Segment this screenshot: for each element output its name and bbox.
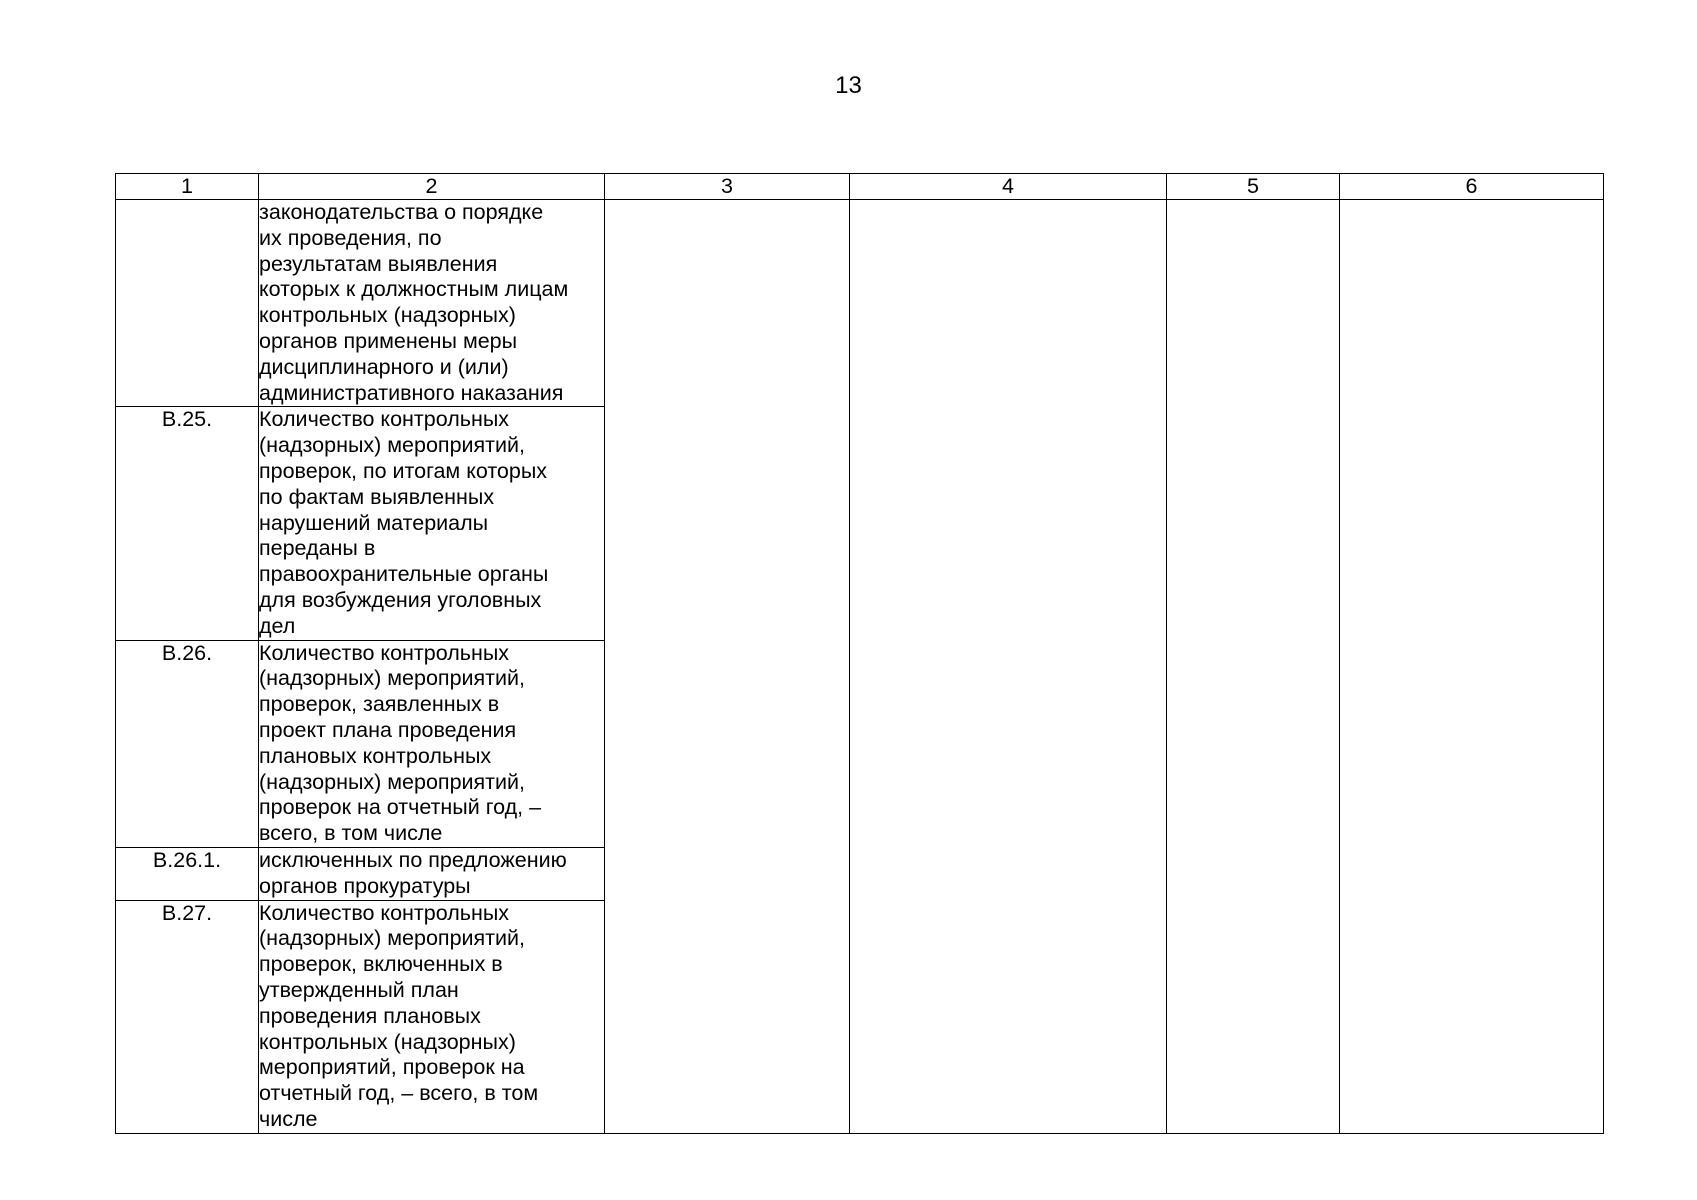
row-code: В.26.1. [116,847,259,900]
description-line: контрольных (надзорных) [259,303,516,328]
description-line: их проведения, по [259,225,442,250]
description-line: переданы в [259,536,376,561]
row-description [259,640,605,847]
description-line: проведения плановых [259,1003,481,1028]
description-line: проверок, включенных в [259,952,503,977]
description-line: мероприятий, проверок на [259,1055,525,1080]
statistics-table [115,173,1604,1134]
column-header-4: 4 [850,174,1167,200]
row-code: В.26. [116,640,259,847]
description-line: дел [259,613,296,638]
description-line: Количество контрольных [259,640,510,665]
description-line: проверок на отчетный год, – [259,795,542,820]
description-line: Количество контрольных [259,900,510,925]
empty-cell-col-6 [1340,200,1604,1134]
description-line: (надзорных) мероприятий, [259,433,526,458]
empty-cell-col-4 [850,200,1167,1134]
column-header-5: 5 [1167,174,1340,200]
table-header-row [116,174,1604,200]
row-description [259,407,605,640]
row-description [259,847,605,900]
description-line: правоохранительные органы [259,562,549,587]
description-line: отчетный год, – всего, в том [259,1081,539,1106]
description-line: проверок, заявленных в [259,692,500,717]
description-line: плановых контрольных [259,743,492,768]
description-line: проект плана проведения [259,717,517,742]
row-code: В.27. [116,900,259,1133]
empty-cell-col-5 [1167,200,1340,1134]
row-code: В.25. [116,407,259,640]
column-header-6: 6 [1340,174,1604,200]
column-header-3: 3 [605,174,850,200]
description-line: утвержденный план [259,977,459,1002]
description-line: проверок, по итогам которых [259,458,548,483]
description-line: (надзорных) мероприятий, [259,769,526,794]
description-line: законодательства о порядке [259,200,544,224]
page-number: 13 [835,72,862,99]
description-line: результатам выявления [259,251,498,276]
description-line: всего, в том числе [259,821,443,846]
column-header-2: 2 [259,174,605,200]
table-row [116,200,1604,407]
empty-cell-col-3 [605,200,850,1134]
row-description [259,200,605,407]
description-line: исключенных по предложению [259,847,567,872]
description-line: числе [259,1106,318,1131]
description-line: контрольных (надзорных) [259,1029,516,1054]
description-line: Количество контрольных [259,407,510,432]
row-description [259,900,605,1133]
description-line: административного наказания [259,380,564,405]
column-header-1: 1 [116,174,259,200]
description-line: органов прокуратуры [259,873,471,898]
description-line: (надзорных) мероприятий, [259,666,526,691]
description-line: нарушений материалы [259,510,489,535]
description-line: дисциплинарного и (или) [259,354,509,379]
description-line: которых к должностным лицам [259,277,569,302]
description-line: для возбуждения уголовных [259,587,542,612]
description-line: по фактам выявленных [259,484,495,509]
description-line: (надзорных) мероприятий, [259,926,526,951]
row-code [116,200,259,407]
description-line: органов применены меры [259,328,518,353]
